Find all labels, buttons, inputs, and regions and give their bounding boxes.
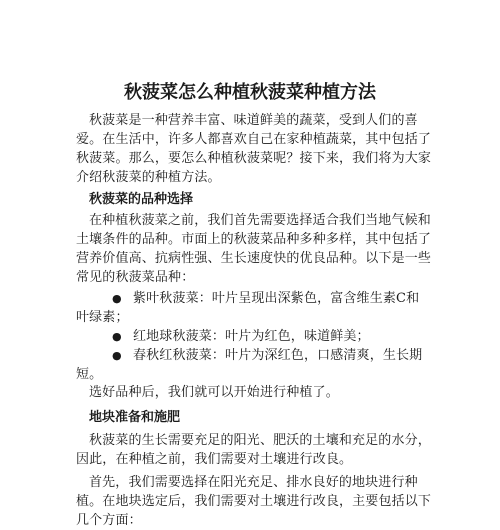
list-item-text: 红地球秋菠菜：叶片为红色，味道鲜美；: [133, 329, 370, 344]
list-item-text: 紫叶秋菠菜：叶片呈现出深紫色，富含维生素C和叶绿素；: [76, 291, 420, 325]
intro-paragraph: 秋菠菜是一种营养丰富、味道鲜美的蔬菜，受到人们的喜爱。在生活中，许多人都喜欢自己在家种植蔬菜，其中包括了秋菠菜。那么，要怎么种植秋菠菜呢？接下来，我们将为大家介绍秋菠菜的种植方法。: [76, 113, 432, 185]
land-paragraph-1: 秋菠菜的生长需要充足的阳光、肥沃的土壤和充足的水分，因此，在种植之前，我们需要对土壤进行改良。: [76, 433, 431, 467]
variety-intro-paragraph: 在种植秋菠菜之前，我们首先需要选择适合我们当地气候和土壤条件的品种。市面上的秋菠菜品种多种多样，其中包括了营养价值高、抗病性强、生长速度快的优良品种。以下是一些常见的秋菠菜品种：: [76, 213, 432, 285]
list-item-text: 春秋红秋菠菜：叶片为深红色，口感清爽，生长期短。: [76, 348, 423, 382]
list-item: [76, 346, 432, 384]
list-item: [76, 327, 432, 346]
bullet-icon: ●: [112, 349, 122, 362]
variety-after-paragraph: 选好品种后，我们就可以开始进行种植了。: [89, 385, 339, 400]
section-heading-variety-selection: 秋菠菜的品种选择: [89, 192, 194, 207]
bullet-icon: ●: [112, 330, 122, 343]
land-paragraph-2: 首先，我们需要选择在阳光充足、排水良好的地块进行种植。在地块选定后，我们需要对土壤进行改良，主要包括以下几个方面：: [76, 475, 432, 528]
list-item: [76, 289, 432, 327]
document-title: 秋菠菜怎么种植秋菠菜种植方法: [124, 82, 376, 103]
section-heading-land-preparation: 地块准备和施肥: [89, 410, 181, 425]
bullet-icon: ●: [112, 292, 122, 305]
